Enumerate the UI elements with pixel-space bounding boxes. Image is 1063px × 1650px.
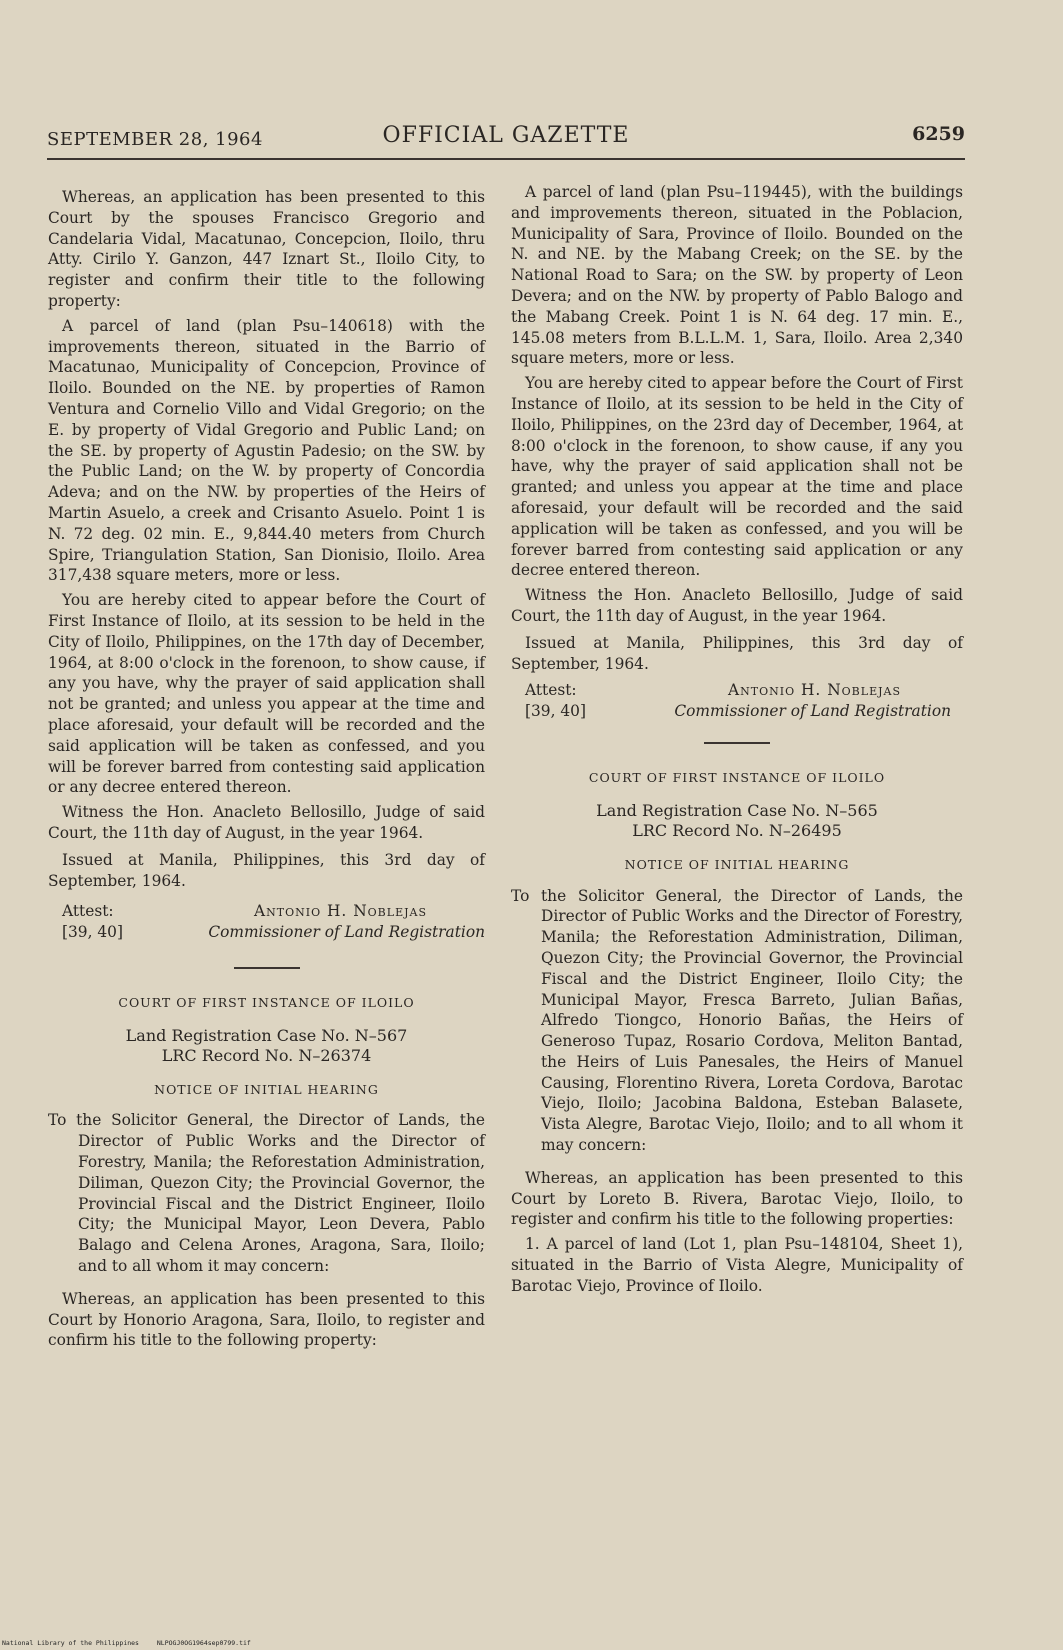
footer-file: NLPOGJ0OG1964sep0799.tif [156, 1639, 251, 1647]
header-page-number: 6259 [912, 123, 965, 145]
header-date: SEPTEMBER 28, 1964 [47, 129, 263, 150]
attestation [48, 901, 485, 943]
court-heading: COURT OF FIRST INSTANCE OF ILOILO [588, 769, 886, 785]
notice-heading: NOTICE OF INITIAL HEARING [154, 1081, 379, 1097]
paragraph: Whereas, an application has been presented to this Court by Loreto B. Rivera, Barotac Viejo, Iloilo, to register and confirm his title to the following properties: [511, 1168, 963, 1229]
record-number: LRC Record No. N–26374 [161, 1045, 372, 1065]
paragraph: Witness the Hon. Anacleto Bellosillo, Judge of said Court, the 11th day of August, in the year 1964. [48, 803, 485, 842]
paragraph: Witness the Hon. Anacleto Bellosillo, Judge of said Court, the 11th day of August, in the year 1964. [511, 586, 963, 625]
header-title: OFFICIAL GAZETTE [382, 123, 630, 148]
addressees: To the Solicitor General, the Director of Lands, the Director of Public Works and the Director of Forestry, Manila; the Reforestation Administration, Diliman, Quezon City; the Provincial Governor, the Provincial Fiscal and the District Engineer, Iloilo City; the Municipal Mayor, Leon Devera, Pablo Balago and Celena Arones, Aragona, Sara, Iloilo; and to all whom it may concern: [48, 1111, 485, 1276]
footer-library: National Library of the Philippines [2, 1639, 139, 1647]
attest-ref: [39, 40] [525, 702, 586, 721]
paragraph: A parcel of land (plan Psu–119445), with the buildings and improvements thereon, situated in the Poblacion, Municipality of Sara, Province of Iloilo. Bounded on the N. and NE. by the Mabang Creek; on the SE. by the National Road to Sara; on the SW. by property of Leon Devera; and on the NW. by property of Pablo Balogo and the Mabang Creek. Point 1 is N. 64 deg. 17 min. E., 145.08 meters from B.L.L.M. 1, Sara, Iloilo. Area 2,340 square meters, more or less. [511, 183, 963, 368]
attest-label: Attest: [525, 681, 577, 700]
paragraph: 1. A parcel of land (Lot 1, plan Psu–148104, Sheet 1), situated in the Barrio of Vista Alegre, Municipality of Barotac Viejo, Province of Iloilo. [511, 1235, 963, 1295]
paragraph: Whereas, an application has been presented to this Court by the spouses Francisco Gregorio and Candelaria Vidal, Macatunao, Concepcion, Iloilo, thru Atty. Cirilo Y. Ganzon, 447 Iznart St., Iloilo City, to register and confirm their title to the following property: [48, 188, 485, 310]
record-number: LRC Record No. N–26495 [632, 820, 842, 840]
attest-name: Antonio H. Noblejas [728, 681, 901, 700]
attest-ref: [39, 40] [62, 923, 123, 942]
court-heading: COURT OF FIRST INSTANCE OF ILOILO [118, 994, 415, 1010]
paragraph: You are hereby cited to appear before the Court of First Instance of Iloilo, at its session to be held in the City of Iloilo, Philippines, on the 23rd day of December, 1964, at 8:00 o'clock in the forenoon, to show cause, if any you have, why the prayer of said application shall not be granted; and unless you appear at the time and place aforesaid, your default will be recorded and the said application will be taken as confessed, and you will be forever barred from contesting said application or any decree entered thereon. [511, 374, 963, 580]
addressees: To the Solicitor General, the Director of Lands, the Director of Public Works and the Director of Forestry, Manila; the Reforestation Administration, Diliman, Quezon City; the Provincial Governor, the Provincial Fiscal and the District Engineer, Iloilo City; the Municipal Mayor, Fresca Barreto, Julian Bañas, Alfredo Tiongco, Honorio Bañas, the Heirs of Generoso Tupaz, Rosario Cordova, Meliton Bantad, the Heirs of Luis Panesales, the Heirs of Manuel Causing, Florentino Rivera, Loreta Cordova, Barotac Viejo, Iloilo; Jacobina Baldona, Esteban Balasete, Vista Alegre, Barotac Viejo, Iloilo; and to all whom it may concern: [511, 886, 963, 1155]
right-column [511, 182, 963, 1301]
notice-heading: NOTICE OF INITIAL HEARING [624, 856, 850, 872]
attest-label: Attest: [62, 902, 114, 921]
left-column [48, 187, 485, 1355]
attest-title: Commissioner of Land Registration [674, 702, 951, 721]
scan-footer [2, 1639, 265, 1647]
paragraph: A parcel of land (plan Psu–140618) with the improvements thereon, situated in the Barrio of Macatunao, Municipality of Concepcion, Province of Iloilo. Bounded on the NE. by properties of Ramon Ventura and Cornelio Villo and Vidal Gregorio; on the E. by property of Vidal Gregorio and Public Land; on the SE. by property of Agustin Padesio; on the SW. by the Public Land; on the W. by property of Concordia Adeva; and on the NW. by properties of the Heirs of Martin Asuelo, a creek and Crisanto Asuelo. Point 1 is N. 72 deg. 02 min. E., 9,844.40 meters from Church Spire, Triangulation Station, San Dionisio, Iloilo. Area 317,438 square meters, more or less. [48, 316, 485, 585]
page-header [47, 123, 965, 157]
attestation [511, 680, 963, 722]
attest-name: Antonio H. Noblejas [254, 902, 427, 921]
header-rule [47, 158, 965, 160]
section-divider [234, 967, 300, 969]
case-number: Land Registration Case No. N–565 [596, 800, 878, 820]
section-divider [704, 742, 770, 744]
paragraph: Issued at Manila, Philippines, this 3rd day of September, 1964. [48, 850, 485, 890]
paragraph: Whereas, an application has been presented to this Court by Honorio Aragona, Sara, Iloilo, to register and confirm his title to the following property: [48, 1289, 485, 1350]
case-number: Land Registration Case No. N–567 [125, 1025, 408, 1045]
paragraph: You are hereby cited to appear before the Court of First Instance of Iloilo, at its session to be held in the City of Iloilo, Philippines, on the 17th day of December, 1964, at 8:00 o'clock in the forenoon, to show cause, if any you have, why the prayer of said application shall not be granted; and unless you appear at the time and place aforesaid, your default will be recorded and the said application will be taken as confessed, and you will be forever barred from contesting said application or any decree entered thereon. [48, 591, 485, 797]
paragraph: Issued at Manila, Philippines, this 3rd day of September, 1964. [511, 633, 963, 673]
attest-title: Commissioner of Land Registration [208, 923, 485, 942]
